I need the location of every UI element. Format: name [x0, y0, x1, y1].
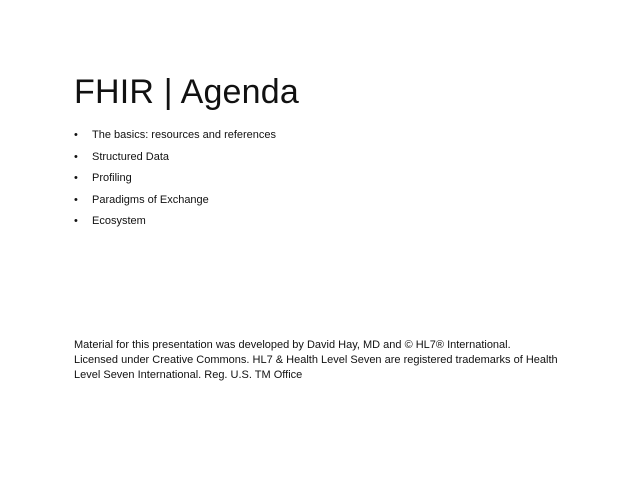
- list-item: [74, 128, 276, 142]
- copyright-line: Licensed under Creative Commons. HL7 & Health Level Seven are registered trademarks of Health: [74, 354, 558, 366]
- agenda-list: [74, 128, 276, 236]
- list-item-text: Paradigms of Exchange: [92, 193, 209, 206]
- copyright-line: Level Seven International. Reg. U.S. TM Office: [74, 369, 303, 381]
- list-item: [74, 171, 276, 185]
- list-item: [74, 150, 276, 164]
- list-item: [74, 214, 276, 228]
- bullet-icon: •: [74, 150, 78, 163]
- list-item-text: Ecosystem: [92, 215, 146, 227]
- list-item: [74, 193, 276, 207]
- list-item-text: Structured Data: [92, 150, 170, 163]
- bullet-icon: •: [74, 129, 78, 141]
- bullet-icon: •: [74, 172, 78, 184]
- copyright-line: Material for this presentation was developed by David Hay, MD and © HL7® International.: [74, 339, 511, 351]
- slide-title: FHIR | Agenda: [74, 73, 299, 111]
- list-item-text: The basics: resources and references: [92, 129, 277, 141]
- bullet-icon: •: [74, 215, 78, 227]
- list-item-text: Profiling: [92, 172, 132, 184]
- bullet-icon: •: [74, 193, 78, 206]
- copyright-notice: [74, 338, 574, 383]
